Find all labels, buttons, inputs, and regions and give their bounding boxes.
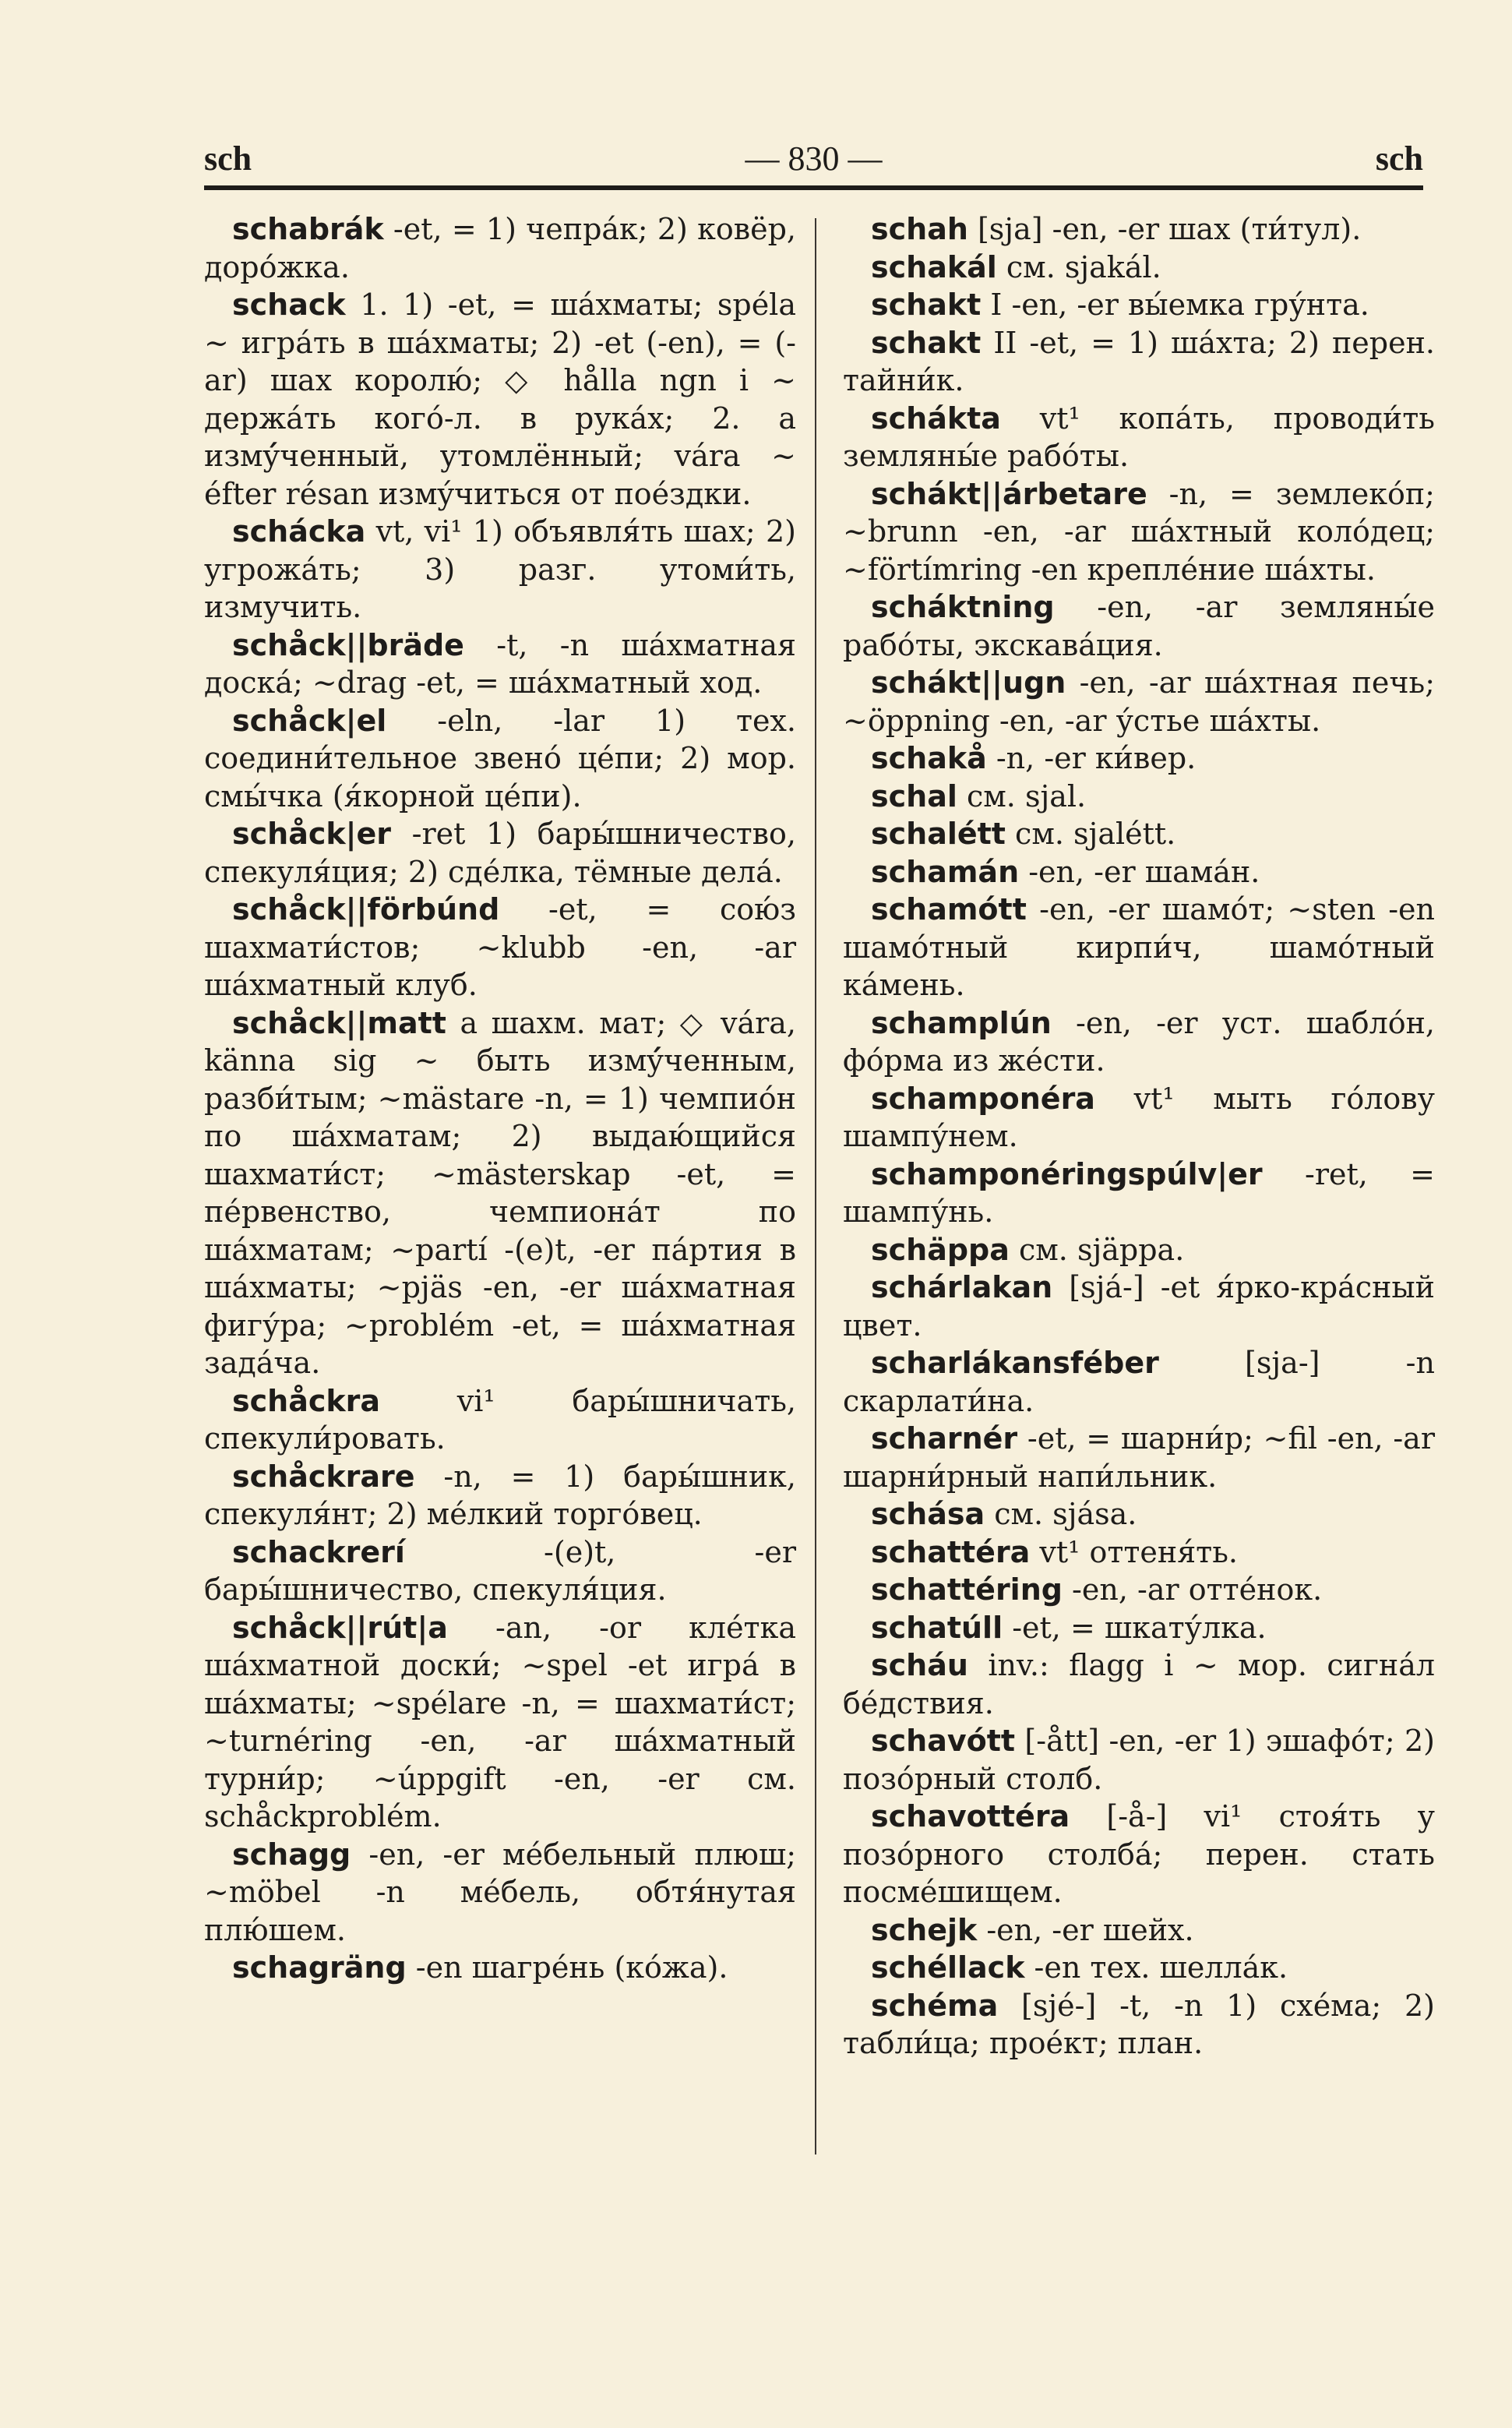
dictionary-entry (843, 1609, 1435, 1647)
entry-headword: schamplún (871, 1005, 1052, 1040)
entry-definition: a шахм. мат; ◇ vára, kännа sig ~ быть измý́ченным, разби́тым; ~mästare -n, = 1) чемпио́н по ша́хматам; 2) выдаю́щийся шахмати́ст; ~mästerskap -et, = пе́рвенство, чемпиона́т по ша́хматам; ~partí -(e)t, -er па́ртия в ша́хматы; ~pjäs -en, -er ша́хматная фигу́ра; ~problém -et, = ша́хматная зада́ча. (204, 1005, 796, 1380)
entry-headword: schåck||rút|a (232, 1610, 448, 1645)
entry-definition: -en тех. шелла́к. (1024, 1950, 1288, 1985)
entry-headword: schavótt (871, 1724, 1016, 1758)
entry-definition: II -et, = 1) ша́хта; 2) перен. тайни́к. (843, 325, 1435, 397)
dictionary-entry (843, 210, 1435, 249)
dictionary-entry (843, 815, 1435, 853)
entry-definition: -ret, = шампу́нь. (843, 1156, 1435, 1229)
dictionary-entry (843, 778, 1435, 816)
dictionary-entry (204, 891, 796, 1004)
entry-definition: см. sjása. (985, 1497, 1137, 1531)
header-rule (204, 185, 1423, 190)
dictionary-entry (843, 286, 1435, 324)
entry-definition: [sjá-] -et я́рко-кра́сный цвет. (843, 1270, 1435, 1343)
entry-definition: vt¹ копа́ть, проводи́ть земляны́е рабо́ты. (843, 401, 1435, 473)
dictionary-entry (843, 1722, 1435, 1798)
entry-headword: schakt (871, 288, 982, 322)
entry-definition: [sja-] -n скарлати́на. (843, 1346, 1435, 1418)
entry-definition: -(e)t, -er бары́шничество, спекуля́ция. (204, 1534, 796, 1607)
entry-definition: -an, -or кле́тка ша́хматной доски́; ~spel -et игра́ в ша́хматы; ~spélare -n, = шахмати́ст; ~turnéring -en, -ar ша́хматный турни́р; ~úppgift -en, -er см. schåckproblém. (204, 1610, 796, 1833)
dictionary-entry (204, 286, 796, 513)
entry-definition: vt¹ оттеня́ть. (1030, 1534, 1238, 1569)
dictionary-entry (843, 1269, 1435, 1344)
entry-headword: scháktning (871, 590, 1055, 624)
entry-definition: -en, -ar отте́нок. (1062, 1572, 1323, 1607)
dictionary-entry (843, 1798, 1435, 1911)
entry-headword: schákt||ugn (871, 665, 1066, 700)
entry-headword: schákta (871, 401, 1001, 436)
header-guide-word-right: sch (1375, 139, 1423, 178)
entry-headword: schack (232, 288, 346, 322)
entry-definition: [sjé-] -t, -n 1) схе́ма; 2) табли́ца; прое́кт; план. (843, 1988, 1435, 2060)
entry-headword: schåck||förbúnd (232, 892, 500, 926)
entry-definition: -et, = шкату́лка. (1003, 1610, 1267, 1645)
entry-headword: schäppa (871, 1232, 1010, 1267)
dictionary-entry (843, 1156, 1435, 1231)
entry-definition: -eln, -lar 1) тех. соедини́тельное звено́ це́пи; 2) мор. смы́чка (я́корной це́пи). (204, 703, 796, 813)
dictionary-entry (204, 815, 796, 891)
entry-definition: [-å-] vi¹ стоя́ть у позо́рного столба́; перен. стать посме́шищем. (843, 1799, 1435, 1909)
entry-headword: schåck|er (232, 817, 392, 851)
entry-definition: -n, -er ки́вер. (986, 741, 1197, 775)
entry-headword: schackrerí (232, 1534, 405, 1569)
entry-headword: schákt||árbetare (871, 476, 1147, 511)
dictionary-entry (204, 702, 796, 816)
dictionary-entry (843, 1949, 1435, 1987)
entry-headword: schåck||matt (232, 1005, 446, 1040)
entry-definition: -t, -n ша́хматная доска́; ~drag -et, = ша́хматный ход. (204, 627, 796, 700)
entry-definition: 1. 1) -et, = ша́хматы; spéla ~ игра́ть в ша́хматы; 2) -et (-en), = (-ar) шах королю́; ◇ hålla ngn i ~ держа́ть кого́-л. в рука́х; 2. a измý́ченный, утомлённый; vára ~ éfter résan измýчиться от пое́здки. (204, 288, 796, 511)
entry-definition: -n, = 1) бары́шник, спекуля́нт; 2) ме́лкий торго́вец. (204, 1459, 796, 1531)
entry-definition: -et, = сою́з шахмати́стов; ~klubb -en, -ar ша́хматный клуб. (204, 892, 796, 1002)
dictionary-entry (843, 1344, 1435, 1420)
entry-headword: schakál (871, 249, 997, 284)
entry-headword: schåck|el (232, 703, 387, 738)
dictionary-entry (843, 1495, 1435, 1533)
dictionary-entry (843, 891, 1435, 1004)
entry-headword: schamótt (871, 892, 1027, 926)
dictionary-entry (204, 1533, 796, 1609)
dictionary-entry (843, 1533, 1435, 1572)
entry-headword: schattéra (871, 1534, 1031, 1569)
entry-definition: vt, vi¹ 1) объявля́ть шах; 2) угрожа́ть; 3) разг. утоми́ть, измучить. (204, 514, 796, 624)
dictionary-entry (204, 513, 796, 626)
dictionary-entry (843, 1420, 1435, 1495)
entry-headword: schah (871, 212, 968, 246)
dictionary-entry (843, 739, 1435, 778)
entry-headword: schamponéringspúlv|er (871, 1156, 1263, 1191)
entry-definition: vt¹ мыть го́лову шампу́нем. (843, 1081, 1435, 1153)
dictionary-entry (204, 1836, 796, 1950)
entry-headword: schárlakan (871, 1270, 1053, 1304)
dictionary-entry (843, 1987, 1435, 2063)
entry-definition: -et, = 1) чепра́к; 2) ковёр, доро́жка. (204, 212, 796, 284)
entry-definition: -en, -ar земляны́е рабо́ты, экскава́ция. (843, 590, 1435, 662)
dictionary-entry (843, 249, 1435, 287)
entry-headword: schása (871, 1497, 985, 1531)
entry-headword: scharnér (871, 1421, 1018, 1456)
entry-definition: см. sjalétt. (1005, 817, 1176, 851)
dictionary-entry (843, 664, 1435, 739)
entry-headword: schalétt (871, 817, 1006, 851)
dictionary-entry (204, 1382, 796, 1458)
dictionary-entry (843, 400, 1435, 475)
dictionary-entry (843, 324, 1435, 400)
entry-definition: -en, -er шейх. (977, 1912, 1194, 1947)
dictionary-entry (204, 1004, 796, 1382)
entry-definition: [-ått] -en, -er 1) эшафо́т; 2) позо́рный столб. (843, 1724, 1435, 1796)
dictionary-entry (843, 853, 1435, 891)
entry-headword: schamponéra (871, 1081, 1095, 1116)
dictionary-entry (843, 1911, 1435, 1950)
entry-headword: schejk (871, 1912, 978, 1947)
entry-headword: schal (871, 778, 957, 813)
dictionary-entry (843, 1646, 1435, 1722)
entry-definition: I -en, -er вы́емка гру́нта. (981, 288, 1369, 322)
entry-headword: schåckra (232, 1383, 381, 1418)
entry-headword: scharlákansféber (871, 1346, 1159, 1380)
dictionary-entry (843, 588, 1435, 664)
entry-definition: см. sjäppa. (1009, 1232, 1185, 1267)
entry-definition: -en шагре́нь (ко́жа). (406, 1950, 728, 1985)
entry-headword: schåck||bräde (232, 627, 464, 662)
entry-headword: schéllack (871, 1950, 1025, 1985)
column-divider (815, 218, 816, 2154)
entry-definition: [sja] -en, -er шах (ти́тул). (967, 212, 1362, 246)
page-number: — 830 — (745, 139, 883, 178)
entry-headword: schatúll (871, 1610, 1003, 1645)
entry-headword: schavottéra (871, 1799, 1070, 1833)
entry-headword: schattéring (871, 1572, 1063, 1607)
entry-definition: -en, -ar ша́хтная печь; ~öppning -en, -ar у́стье ша́хты. (843, 665, 1435, 738)
entry-headword: schácka (232, 514, 366, 549)
entry-headword: schabrák (232, 212, 384, 246)
entry-definition: -en, -er уст. шабло́н, фо́рма из же́сти. (843, 1005, 1435, 1078)
entry-definition: -ret 1) бары́шничество, спекуля́ция; 2) сде́лка, тёмные дела́. (204, 817, 796, 889)
dictionary-entry (843, 475, 1435, 589)
entry-headword: schamán (871, 854, 1020, 889)
dictionary-entry (204, 210, 796, 286)
page-header (204, 134, 1423, 181)
left-column (204, 210, 796, 1987)
entry-definition: -en, -er шамо́т; ~sten -en шамо́тный кирпи́ч, шамо́тный ка́мень. (843, 892, 1435, 1002)
entry-headword: schakt (871, 325, 982, 360)
entry-definition: -en, -er ме́бельный плюш; ~möbel -n ме́бель, обтя́нутая плю́шем. (204, 1837, 796, 1947)
dictionary-entry (843, 1231, 1435, 1269)
right-column (843, 210, 1435, 2063)
entry-definition: -et, = шарни́р; ~fil -en, -ar шарни́рный напи́льник. (843, 1421, 1435, 1494)
dictionary-entry (843, 1080, 1435, 1156)
dictionary-entry (204, 1949, 796, 1987)
entry-definition: см. sjal. (957, 778, 1087, 813)
dictionary-entry (843, 1571, 1435, 1609)
dictionary-entry (204, 1458, 796, 1533)
dictionary-entry (204, 626, 796, 702)
entry-headword: schéma (871, 1988, 999, 2023)
header-guide-word-left: sch (204, 139, 252, 178)
entry-headword: schakå (871, 741, 987, 775)
entry-definition: vi¹ бары́шничать, спекули́ровать. (204, 1383, 796, 1456)
entry-headword: scháu (871, 1648, 968, 1682)
entry-headword: schåckrare (232, 1459, 415, 1494)
entry-definition: -en, -er шама́н. (1019, 854, 1260, 889)
entry-definition: см. sjakál. (996, 249, 1161, 284)
dictionary-entry (843, 1004, 1435, 1080)
entry-headword: schagg (232, 1837, 351, 1872)
entry-definition: inv.: flagg i ~ мор. сигна́л бе́дствия. (843, 1648, 1435, 1720)
entry-headword: schagräng (232, 1950, 407, 1985)
dictionary-entry (204, 1609, 796, 1836)
entry-definition: -n, = землеко́п; ~brunn -en, -ar ша́хтный коло́дец; ~förtímring -en крепле́ние ша́хты. (843, 476, 1435, 587)
